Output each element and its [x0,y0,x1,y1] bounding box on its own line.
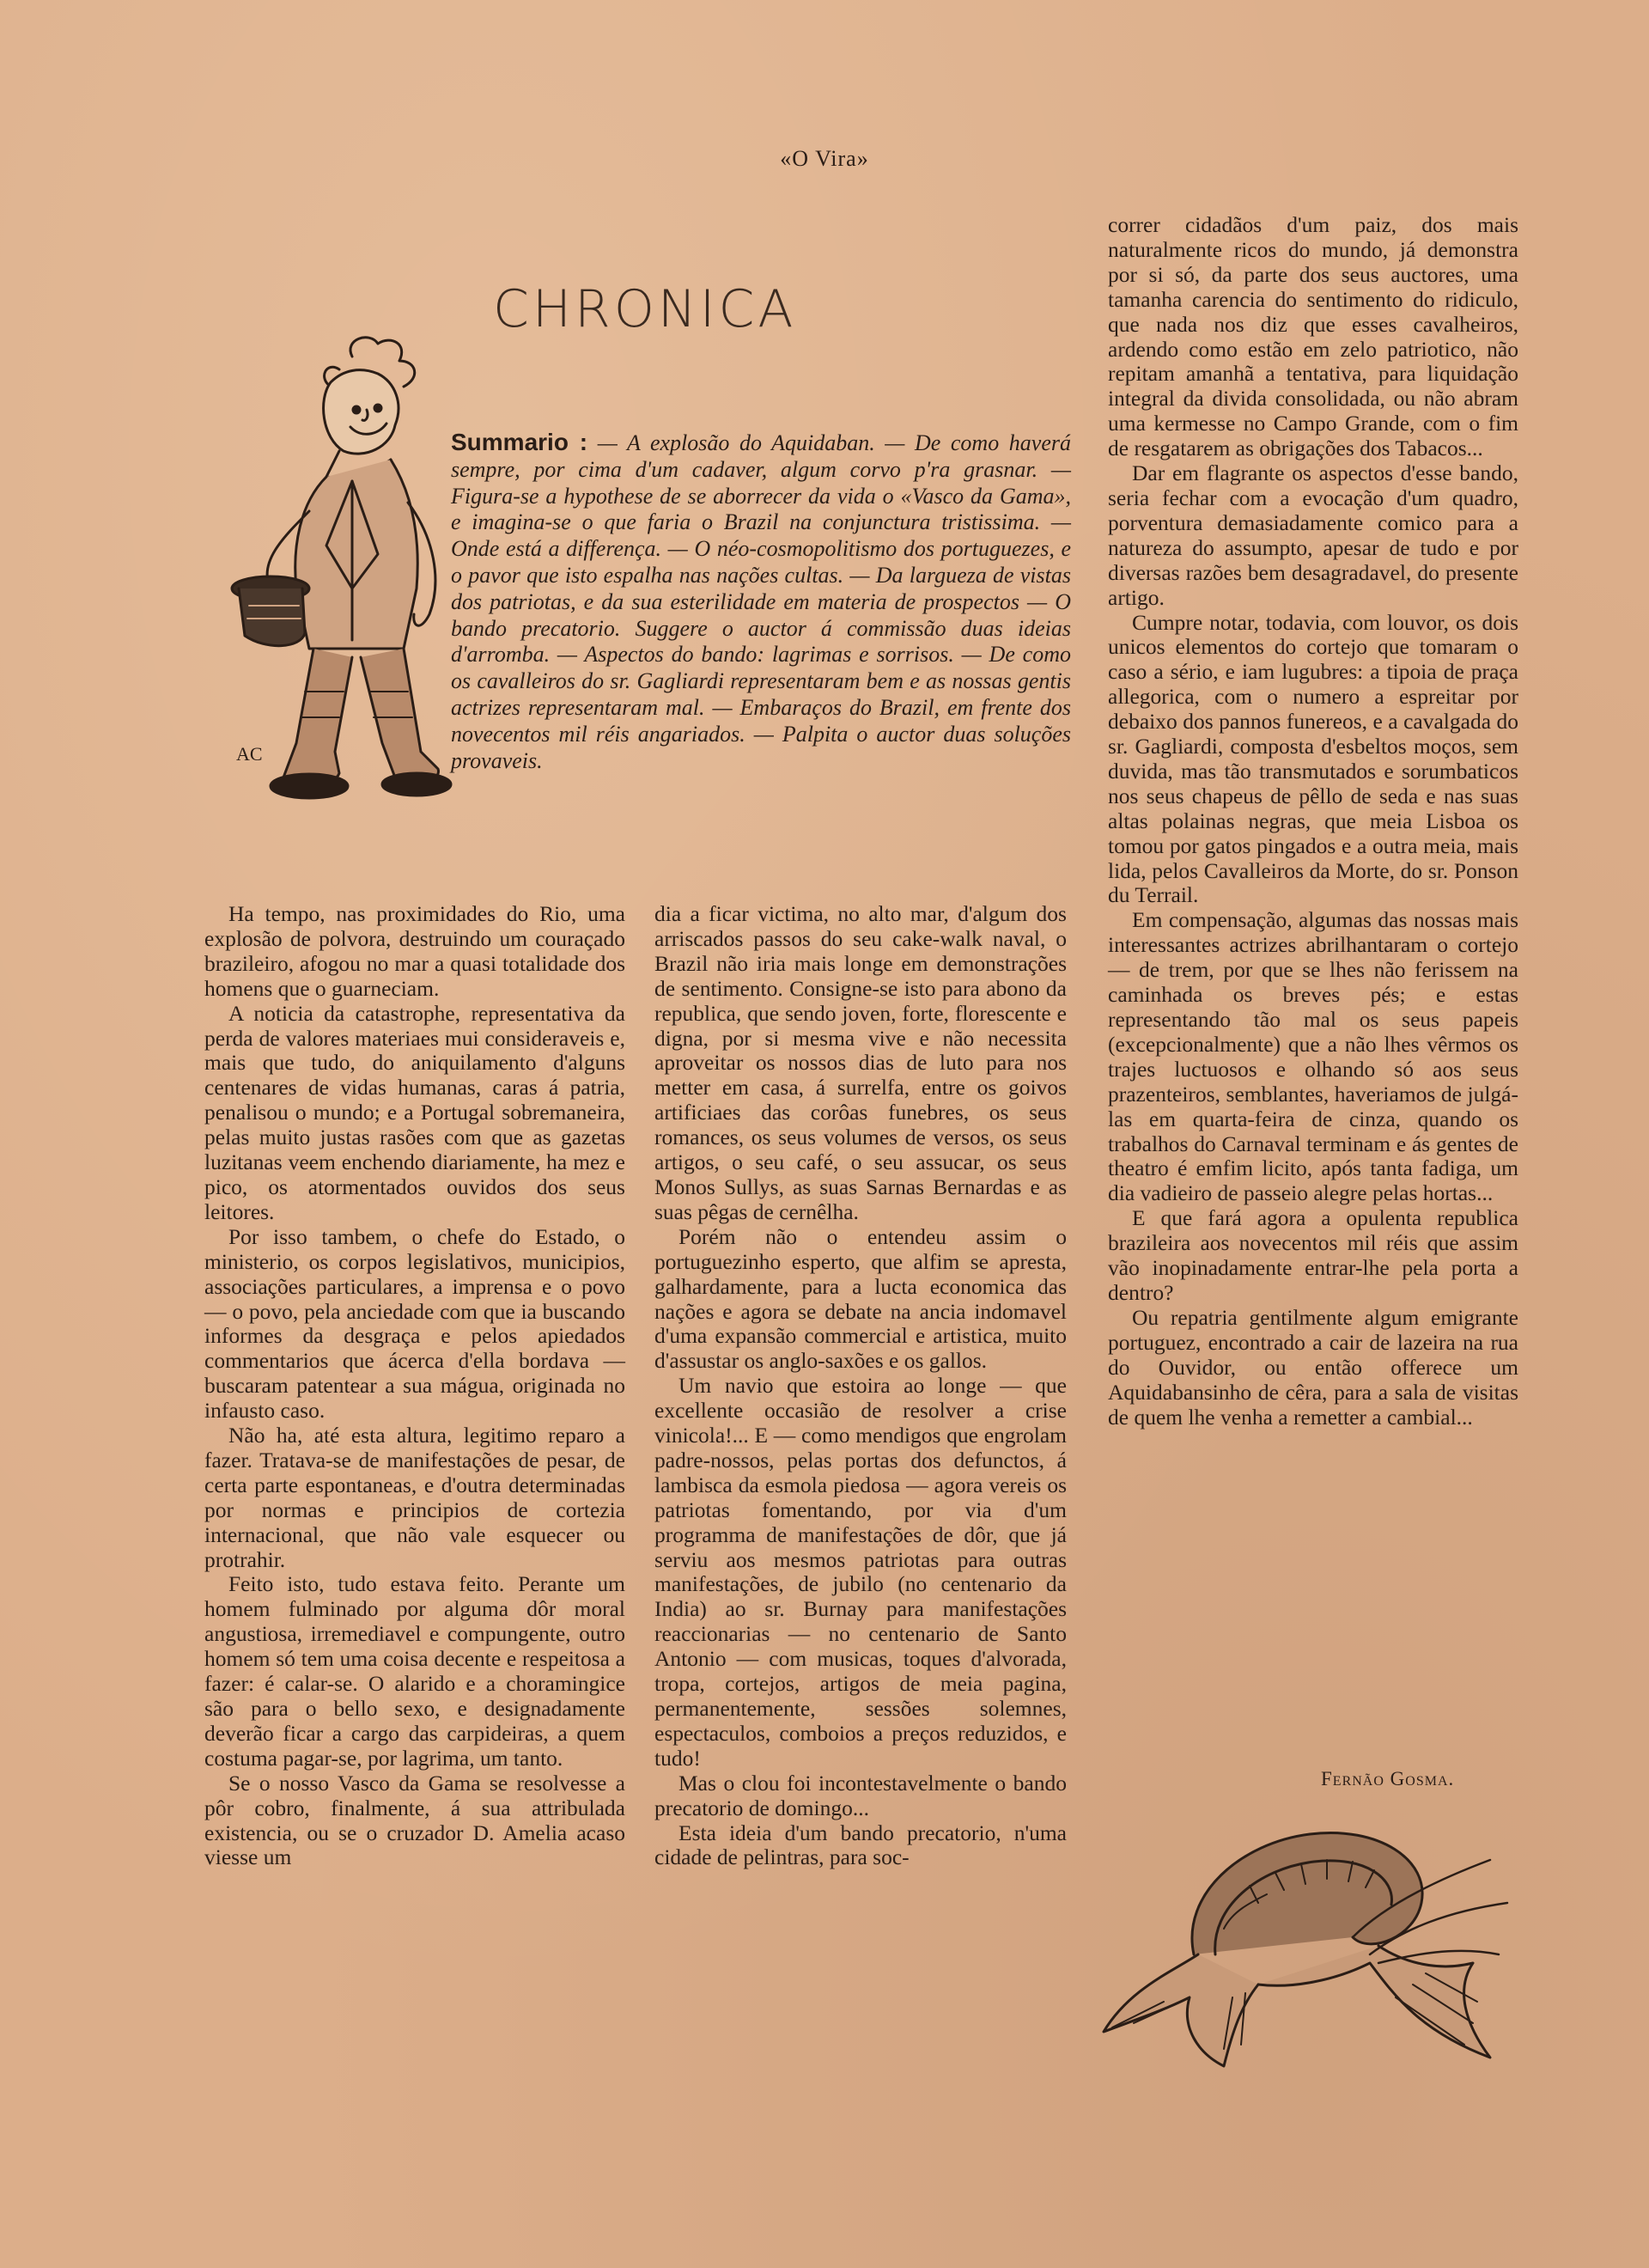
paragraph: Em compensação, algumas das nossas mais interessantes actrizes abrilhantaram o cortejo — de trem, por que se lhes não ferissem na caminhada os breves pés; e estas representando tão mal os seus papeis (excepcionalmente) que a não lhes vêrmos os trajes luctuosos e olhando só aos seus prazenteiros, semblantes, haveriamos de julgá-las em quarta-feira de cinza, quando os trabalhos do Carnaval terminam e ás gentes de theatro é emfim licito, após tanta fadiga, um dia vadieiro de passeio alegre pelas hortas... [1108,907,1518,1206]
paragraph: dia a ficar victima, no alto mar, d'algum dos arriscados passos do seu cake-walk naval, o Brazil não iria mais longe em demonstrações de sentimento. Consigne-se isto para abono da republica, que sendo joven, forte, florescente e digna, por si mesma vive e não necessita aproveitar os nossos dias de luto para nos metter em casa, á surrelfa, entre os goivos artificiaes das corôas funebres, os seus romances, os seus volumes de versos, os seus artigos, o seu café, o seu assucar, os seus Monos Sullys, as suas Sarnas Bernardas e as suas pêgas de cernêlha. [654,901,1067,1224]
paragraph: Feito isto, tudo estava feito. Perante um homem fulminado por alguma dôr moral angustiosa, irremediavel e compungente, outro homem só tem uma coisa decente e respeitosa a fazer: é calar-se. O alarido e a choramingice são para o bello sexo, e designadamente deverão ficar a cargo das carpideiras, a quem costuma pagar-se, por lagrima, um tanto. [204,1571,625,1771]
column-1 [204,902,625,1870]
paragraph: Por isso tambem, o chefe do Estado, o ministerio, os corpos legislativos, municipios, associações particulares, a imprensa e o povo — o povo, pela anciedade com que ia buscando informes da desgraça e pelos apiedados commentarios que ácerca d'ella bordava — buscaram patentear a sua mágua, originada no infausto caso. [204,1223,625,1424]
summary-text: — A explosão do Aquidaban. — De como haverá sempre, por cima d'um cadaver, algum corvo p'ra grasnar. — Figura-se a hypothese de se aborrecer da vida o «Vasco da Gama», e imagina-se o que faria o Brazil na conjunctura tristissima. — Onde está a differença. — O néo-cosmopolitismo dos portuguezes, e o pavor que isto espalha nas nações cultas. — Da largueza de vistas dos patriotas, e da sua esterilidade em materia de prospectos — O bando precatorio. Suggere o auctor á commissão duas ideias d'arromba. — Aspectos do bando: lagrimas e sorrisos. — De como os cavalleiros do sr. Gagliardi representaram bem e as nossas gentis actrizes representaram mal. — Embaraços do Brazil, em frente dos novecentos mil réis angariados. — Palpita o auctor duas soluções provaveis. [451,430,1071,773]
summary [451,430,1071,774]
paragraph: correr cidadãos d'um paiz, dos mais naturalmente ricos do mundo, já demonstra por si só, da parte dos seus auctores, uma tamanha carencia do sentimento do ridiculo, que nada nos diz que esses cavalheiros, ardendo como estão em zelo patriotico, não repitam amanhã a tentativa, para liquidação integral da divida consolidada, ou não abram uma kermesse no Campo Grande, com o fim de resgatarem as obrigações dos Tabacos... [1108,212,1518,461]
paragraph: Não ha, até esta altura, legitimo reparo a fazer. Tratava-se de manifestações de pesar, de certa parte espontaneas, e d'outra determinadas por normas e principios de cortezia internacional, que não vale esquecer ou protrahir. [204,1423,625,1572]
paragraph: Ou repatria gentilmente algum emigrante portuguez, encontrado a cair de lazeira na rua do Ouvidor, ou então offerece um Aquidabansinho de cêra, para a sala de visitas de quem lhe venha a remetter a cambial... [1108,1304,1518,1430]
paragraph: Porém não o entendeu assim o portuguezinho esperto, que alfim se apresta, galhardamente, para a lucta economica das nações e agora se debate na ancia indomavel d'uma expansão commercial e artistica, muito d'assustar os anglo-saxões e os gallos. [654,1223,1067,1374]
paragraph: E que fará agora a opulenta republica brazileira aos novecentos mil réis que assim vão inopinadamente entrar-lhe pela porta a dentro? [1108,1205,1518,1305]
paragraph: A noticia da catastrophe, representativa da perda de valores materiaes mui consideraveis e, mais que tudo, do aniquilamento d'alguns centenares de vidas humanas, caras á patria, penalisou o mundo; e a Portugal sobremaneira, pelas muito justas rasões com que as gazetas luzitanas veem enchendo diariamente, ha mez e pico, os atormentados ouvidos dos seus leitores. [204,1000,625,1224]
paragraph: Um navio que estoira ao longe — que excellente occasião de resolver a crise vinicola!... E — como mendigos que engrolam padre-nossos, pelas portas dos defunctos, á lambisca da esmola piedosa — agora vereis os patriotas fomentando, por via d'um programma de manifestações de dôr, que já serviu aos mesmos patriotas para outras manifestações, de jubilo (no centenario da India) ao sr. Burnay para manifestações reaccionarias — no centenario de Santo Antonio — com musicas, toques d'alvorada, tropa, cortejos, artigos de meia pagina, permanentemente, sessões solemnes, espectaculos, comboios a preços reduzidos, e tudo! [654,1373,1067,1771]
illustration-initials: AC [236,743,263,765]
paragraph: Esta ideia d'um bando precatorio, n'uma cidade de pelintras, para soc- [654,1820,1067,1870]
caricature-illustration [223,331,455,812]
paragraph: Ha tempo, nas proximidades do Rio, uma explosão de polvora, destruindo um couraçado brazileiro, afogou no mar a quasi totalidade dos homens que o guarneciam. [204,901,625,1001]
paragraph: Cumpre notar, todavia, com louvor, os dois unicos elementos do cortejo que tomaram o caso a sério, e iam lugubres: a tipoia de praça allegorica, com o numero a espreitar por debaixo dos pannos funereos, e a cavalgada do sr. Gagliardi, composta d'esbeltos moços, sem duvida, mas tão transmutados e sorumbaticos nos seus chapeus de pêllo de seda e nas suas altas polainas negras, que meia Lisboa os tomou por gatos pingados e a outra meia, mais lida, pelos Cavalleiros da Morte, do sr. Ponson du Terrail. [1108,609,1518,908]
paragraph: Dar em flagrante os aspectos d'esse bando, seria fechar com a evocação d'um quadro, porventura demasiadamente comico para a natureza do assumpto, apesar de tudo e por diversas razões bem desagradavel, do presente artigo. [1108,460,1518,610]
column-2 [654,902,1067,1870]
author-signature: Fernão Gosma. [1321,1768,1455,1789]
summary-label: Summario : [451,429,588,455]
wreath-illustration [1095,1826,1516,2070]
page-header: «O Vira» [780,146,869,171]
paragraph: Mas o clou foi incontestavelmente o bando precatorio de domingo... [654,1770,1067,1820]
paragraph: Se o nosso Vasco da Gama se resolvesse a pôr cobro, finalmente, á sua attribulada existencia, ou se o cruzador D. Amelia acaso viesse um [204,1770,625,1870]
article-title: CHRONICA [493,279,797,339]
column-3 [1108,213,1518,1430]
